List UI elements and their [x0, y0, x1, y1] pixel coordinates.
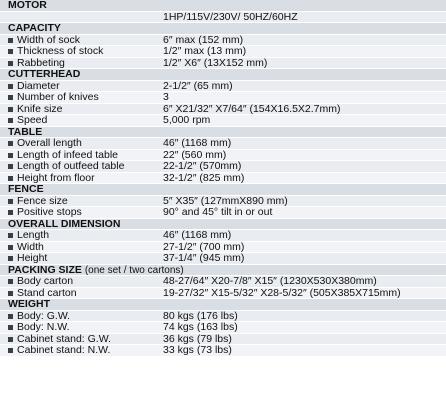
- spec-label-text: Thickness of stock: [17, 45, 104, 57]
- spec-label: [0, 334, 111, 345]
- spec-value: 22″ (560 mm): [163, 148, 227, 161]
- section-title: [8, 219, 120, 230]
- spec-label-text: Cabinet stand: G.W.: [17, 332, 111, 345]
- section-header: [0, 69, 446, 81]
- spec-row: [0, 345, 446, 357]
- spec-row: [0, 322, 446, 334]
- spec-value: 46″ (1168 mm): [163, 229, 232, 241]
- spec-value: 5″ X35″ (127mmX890 mm): [163, 194, 288, 207]
- spec-label-text: Width: [17, 240, 44, 253]
- spec-label-text: Rabbeting: [17, 56, 65, 69]
- section-title-text: OVERALL DIMENSION: [8, 217, 121, 230]
- square-bullet-icon: [8, 38, 13, 43]
- square-bullet-icon: [8, 291, 13, 296]
- spec-label: [0, 288, 77, 299]
- spec-value: 33 kgs (73 lbs): [163, 344, 232, 356]
- spec-label-text: Overall length: [17, 137, 82, 149]
- spec-value: 3: [163, 91, 169, 103]
- spec-row: [0, 92, 446, 104]
- section-title-text: CAPACITY: [8, 22, 61, 34]
- spec-label-text: Body: N.W.: [17, 321, 70, 333]
- section-title-text: CUTTERHEAD: [8, 68, 81, 80]
- spec-row: [0, 161, 446, 173]
- spec-row: [0, 138, 446, 150]
- spec-label: [0, 58, 65, 69]
- spec-label-text: Number of knives: [17, 91, 99, 103]
- spec-label: [0, 138, 82, 149]
- spec-label: [0, 242, 44, 253]
- spec-label: [0, 230, 49, 241]
- spec-row: [0, 173, 446, 185]
- spec-value: 19-27/32″ X15-5/32″ X28-5/32″ (505X385X715mm): [163, 286, 401, 299]
- spec-label: [0, 322, 70, 333]
- square-bullet-icon: [8, 84, 13, 89]
- spec-value: 37-1/4″ (945 mm): [163, 252, 245, 264]
- spec-label-text: Knife size: [17, 102, 63, 115]
- spec-value: 36 kgs (79 lbs): [163, 332, 232, 345]
- square-bullet-icon: [8, 325, 13, 330]
- spec-value: 46″ (1168 mm): [163, 137, 232, 149]
- square-bullet-icon: [8, 245, 13, 250]
- spec-label-text: Stand carton: [17, 286, 77, 299]
- square-bullet-icon: [8, 210, 13, 215]
- section-header: [0, 0, 446, 12]
- square-bullet-icon: [8, 176, 13, 181]
- spec-label: [0, 104, 63, 115]
- square-bullet-icon: [8, 49, 13, 54]
- square-bullet-icon: [8, 95, 13, 100]
- square-bullet-icon: [8, 256, 13, 261]
- spec-label: [0, 207, 82, 218]
- spec-value: 48-27/64″ X20-7/8″ X15″ (1230X530X380mm): [163, 275, 377, 287]
- spec-value: 1/2″ X6″ (13X152 mm): [163, 56, 268, 69]
- spec-value: 80 kgs (176 lbs): [163, 309, 238, 322]
- spec-label: [0, 161, 124, 172]
- section-title: [8, 69, 80, 80]
- section-header: [0, 184, 446, 196]
- spec-label: [0, 253, 47, 264]
- section-title: [8, 184, 44, 195]
- square-bullet-icon: [8, 118, 13, 123]
- square-bullet-icon: [8, 107, 13, 112]
- section-title-text: PACKING SIZE: [8, 263, 82, 276]
- spec-label: [0, 276, 73, 287]
- spec-value: 90° and 45° tilt in or out: [163, 206, 273, 218]
- square-bullet-icon: [8, 348, 13, 353]
- section-title-text: TABLE: [8, 125, 43, 138]
- spec-row: [0, 115, 446, 127]
- spec-value: 22-1/2″ (570mm): [163, 160, 242, 172]
- spec-row: [0, 46, 446, 58]
- spec-label-text: Length of infeed table: [17, 148, 119, 161]
- square-bullet-icon: [8, 279, 13, 284]
- section-title: [8, 0, 47, 11]
- spec-row: [0, 12, 446, 24]
- spec-label-text: Cabinet stand: N.W.: [17, 344, 111, 356]
- square-bullet-icon: [8, 153, 13, 158]
- spec-label-text: Length of outfeed table: [17, 160, 125, 172]
- square-bullet-icon: [8, 199, 13, 204]
- square-bullet-icon: [8, 314, 13, 319]
- spec-value: 6″ max (152 mm): [163, 33, 244, 46]
- spec-value: 6″ X21/32″ X7/64″ (154X16.5X2.7mm): [163, 102, 341, 115]
- spec-label: [0, 311, 70, 322]
- section-title: [8, 265, 184, 276]
- spec-label-text: Height: [17, 252, 48, 264]
- spec-row: [0, 288, 446, 300]
- spec-label: [0, 35, 80, 46]
- spec-label: [0, 150, 118, 161]
- spec-value: 1/2″ max (13 mm): [163, 45, 247, 57]
- section-title: [8, 299, 50, 310]
- spec-value: 27-1/2″ (700 mm): [163, 240, 245, 253]
- spec-row: [0, 230, 446, 242]
- spec-label-text: Height from floor: [17, 171, 95, 184]
- spec-label-text: Fence size: [17, 194, 68, 207]
- spec-value: 5,000 rpm: [163, 114, 211, 126]
- spec-value: 1HP/115V/230V/ 50HZ/60HZ: [163, 10, 298, 23]
- square-bullet-icon: [8, 233, 13, 238]
- section-title: [8, 127, 42, 138]
- spec-label: [0, 345, 110, 356]
- section-title-text: WEIGHT: [8, 298, 50, 310]
- square-bullet-icon: [8, 141, 13, 146]
- section-note: (one set / two cartons): [84, 264, 184, 276]
- spec-label: [0, 81, 60, 92]
- square-bullet-icon: [8, 337, 13, 342]
- spec-label-text: Body: G.W.: [17, 309, 71, 322]
- spec-label: [0, 173, 95, 184]
- spec-label-text: Positive stops: [17, 206, 82, 218]
- spec-row: [0, 104, 446, 116]
- spec-value: 2-1/2″ (65 mm): [163, 79, 233, 92]
- section-title-text: MOTOR: [8, 0, 47, 11]
- spec-label-text: Diameter: [17, 79, 60, 92]
- spec-label-text: Width of sock: [17, 33, 81, 46]
- spec-row: [0, 276, 446, 288]
- spec-label-text: Speed: [17, 114, 48, 126]
- spec-label-text: Length: [17, 229, 50, 241]
- spec-label: [0, 196, 68, 207]
- square-bullet-icon: [8, 164, 13, 169]
- section-header: [0, 299, 446, 311]
- spec-label: [0, 115, 47, 126]
- section-title-text: FENCE: [8, 183, 44, 195]
- square-bullet-icon: [8, 61, 13, 66]
- section-title: [8, 23, 61, 34]
- spec-label-text: Body carton: [17, 275, 74, 287]
- spec-value: 74 kgs (163 lbs): [163, 321, 238, 333]
- section-header: [0, 23, 446, 35]
- spec-label: [0, 92, 99, 103]
- spec-value: 32-1/2″ (825 mm): [163, 171, 245, 184]
- spec-label: [0, 46, 103, 57]
